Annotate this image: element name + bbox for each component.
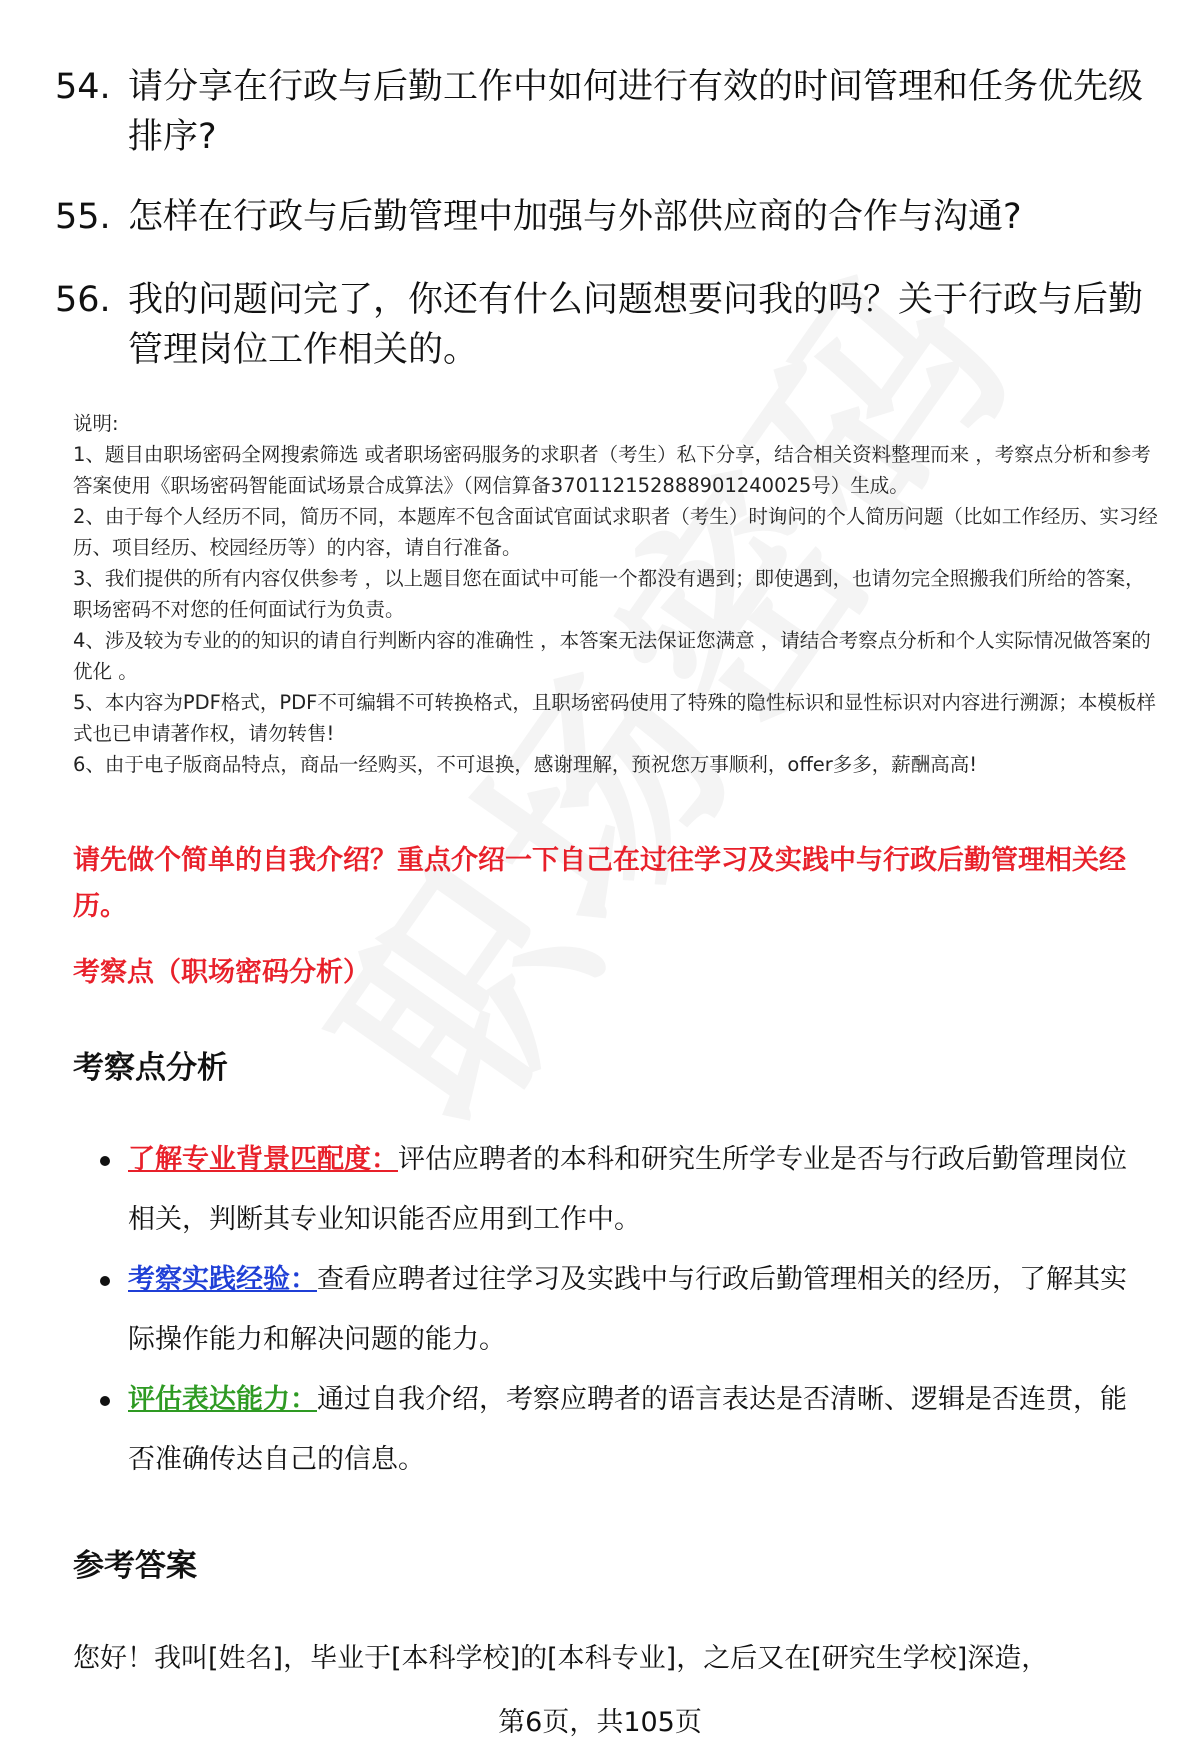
- question-number: 56.: [55, 280, 111, 320]
- note-item: 6、由于电子版商品特点，商品一经购买，不可退换，感谢理解，预祝您万事顺利，offer多多，薪酬高高!: [73, 753, 978, 776]
- interview-question-heading: 请先做个简单的自我介绍？重点介绍一下自己在过往学习及实践中与行政后勤管理相关经历。: [73, 845, 1126, 922]
- note-item: 2、由于每个人经历不同，简历不同，本题库不包含面试官面试求职者（考生）时询问的个人简历问题（比如工作经历、实习经历、项目经历、校园经历等）的内容，请自行准备。: [73, 505, 1158, 559]
- list-item: [73, 1370, 1153, 1490]
- answer-text: 您好！我叫[姓名]，毕业于[本科学校]的[本科专业]，之后又在[研究生学校]深造，: [73, 1643, 1049, 1674]
- note-item: 1、题目由职场密码全网搜索筛选 或者职场密码服务的求职者（考生）私下分享，结合相关资料整理而来 ，考察点分析和参考答案使用《职场密码智能面试场景合成算法》（网信算备370112152888901240025号）生成。: [73, 443, 1151, 497]
- bullet-icon: [73, 1130, 128, 1250]
- bullet-text: 评估应聘者的本科和研究生所学专业是否与行政后勤管理岗位相关，判断其专业知识能否应用到工作中。: [128, 1144, 1127, 1235]
- analysis-list: [73, 1130, 1153, 1490]
- question-54: [55, 62, 1155, 162]
- question-55: [55, 192, 1155, 242]
- question-56: [55, 275, 1155, 375]
- question-number: 54.: [55, 67, 111, 107]
- answer-heading: 参考答案: [73, 1548, 197, 1584]
- note-title: 说明:: [73, 412, 119, 435]
- page-footer: 第6页，共105页: [498, 1707, 702, 1738]
- review-point-label: 考察点（职场密码分析）: [73, 957, 370, 988]
- bullet-icon: [73, 1370, 128, 1490]
- question-text: 请分享在行政与后勤工作中如何进行有效的时间管理和任务优先级排序?: [128, 67, 1144, 157]
- list-item: [73, 1130, 1153, 1250]
- bullet-label: 了解专业背景匹配度：: [128, 1144, 398, 1175]
- question-text: 怎样在行政与后勤管理中加强与外部供应商的合作与沟通?: [128, 197, 1022, 237]
- bullet-text: 通过自我介绍，考察应聘者的语言表达是否清晰、逻辑是否连贯，能否准确传达自己的信息。: [128, 1384, 1127, 1475]
- disclaimer-note: [73, 408, 1163, 780]
- bullet-text: 查看应聘者过往学习及实践中与行政后勤管理相关的经历，了解其实际操作能力和解决问题的能力。: [128, 1264, 1127, 1355]
- bullet-label: 考察实践经验：: [128, 1264, 317, 1295]
- bullet-icon: [73, 1250, 128, 1370]
- note-item: 5、本内容为PDF格式，PDF不可编辑不可转换格式，且职场密码使用了特殊的隐性标识和显性标识对内容进行溯源；本模板样式也已申请著作权，请勿转售!: [73, 691, 1156, 745]
- analysis-heading: 考察点分析: [73, 1050, 228, 1086]
- note-item: 4、涉及较为专业的的知识的请自行判断内容的准确性 ，本答案无法保证您满意 ，请结合考察点分析和个人实际情况做答案的优化 。: [73, 629, 1151, 683]
- note-item: 3、我们提供的所有内容仅供参考 ，以上题目您在面试中可能一个都没有遇到；即使遇到，也请勿完全照搬我们所给的答案，职场密码不对您的任何面试行为负责。: [73, 567, 1145, 621]
- question-number: 55.: [55, 197, 111, 237]
- question-text: 我的问题问完了，你还有什么问题想要问我的吗？关于行政与后勤管理岗位工作相关的。: [128, 280, 1144, 370]
- list-item: [73, 1250, 1153, 1370]
- bullet-label: 评估表达能力：: [128, 1384, 317, 1415]
